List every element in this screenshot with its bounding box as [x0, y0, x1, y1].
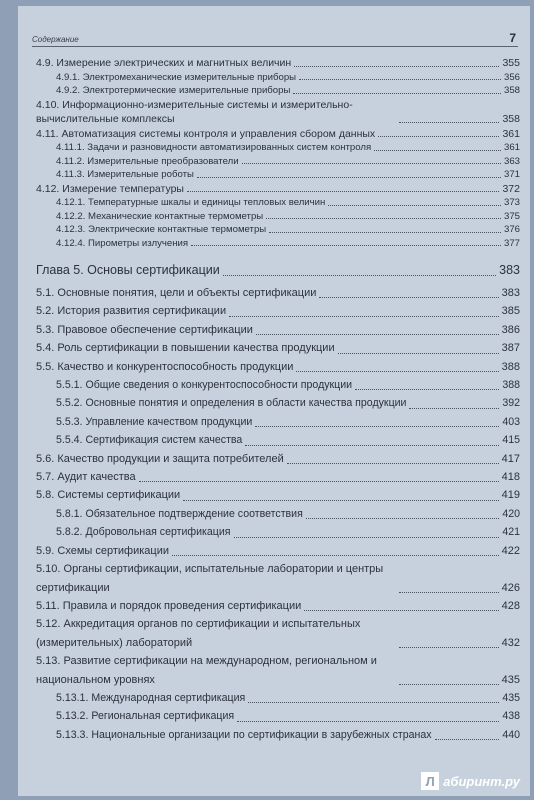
toc-entry-page: 403 — [502, 415, 520, 428]
toc-entry-title: 5.5.1. Общие сведения о конкурентоспособности продукции — [56, 379, 353, 392]
dot-leader — [306, 518, 499, 519]
toc-entry — [36, 523, 520, 541]
dot-leader — [409, 408, 499, 409]
toc-entry-title: 5.11. Правила и порядок проведения сертификации — [36, 599, 302, 612]
toc-entry — [36, 468, 520, 486]
toc-entry-title: 5.2. История развития сертификации — [36, 305, 227, 318]
toc-entry-page: 358 — [502, 113, 520, 125]
toc-entry — [36, 431, 520, 449]
toc-entry — [36, 413, 520, 431]
toc-entry-page: 435 — [502, 691, 520, 704]
toc-entry-title: 5.6. Качество продукции и защита потребителей — [36, 452, 284, 465]
toc-entry-page: 388 — [502, 379, 520, 392]
toc-entry-title: 5.7. Аудит качества — [36, 471, 136, 484]
toc-entry-page: 356 — [503, 71, 520, 83]
toc-entry-title: 5.10. Органы сертификации, испытательные лаборатории и центры сертификации — [36, 563, 384, 594]
dot-leader — [378, 136, 499, 137]
watermark-logo — [421, 772, 520, 790]
toc-entry-title: 5.9. Схемы сертификации — [36, 544, 169, 557]
toc-entry-page: 385 — [501, 305, 520, 318]
toc-entry-page: 361 — [502, 127, 520, 140]
toc-entry-page: 417 — [501, 452, 520, 465]
dot-leader — [287, 463, 499, 464]
toc-entry-page: 422 — [501, 544, 520, 557]
toc-entry-page: 372 — [502, 182, 520, 195]
dot-leader — [294, 66, 499, 67]
toc-entry-page: 386 — [501, 323, 520, 336]
toc-entry — [36, 689, 520, 707]
toc-entry-page: 371 — [503, 169, 520, 180]
toc-entry-title: 5.5. Качество и конкурентоспособность продукции — [36, 360, 294, 373]
toc-entry-page: 377 — [503, 237, 520, 249]
toc-entry — [36, 56, 520, 71]
toc-entry-title: 5.8. Системы сертификации — [36, 489, 181, 502]
toc-entry-title: 4.11.1. Задачи и разновидности автоматизированных систем контроля — [56, 142, 372, 153]
dot-leader — [234, 537, 500, 538]
page-header — [32, 28, 518, 47]
dot-leader — [304, 610, 498, 611]
dot-leader — [319, 297, 498, 298]
toc-entry — [36, 615, 520, 652]
page-number: 7 — [509, 31, 516, 45]
toc-entry — [36, 182, 520, 197]
toc-entry — [36, 376, 520, 394]
toc-entry-title: 5.5.3. Управление качеством продукции — [56, 415, 253, 428]
toc-entry — [36, 223, 520, 237]
dot-leader — [269, 232, 501, 233]
toc-entry — [36, 127, 520, 142]
toc-entry — [36, 726, 520, 744]
dot-leader — [328, 205, 501, 206]
running-title: Содержание — [32, 35, 79, 44]
toc-entry-page: 383 — [499, 263, 520, 277]
toc-entry — [36, 652, 520, 689]
dot-leader — [399, 647, 499, 648]
toc-entry — [36, 707, 520, 725]
toc-entry-page: 361 — [503, 142, 520, 153]
book-page — [18, 6, 530, 796]
toc-entry-page: 432 — [501, 636, 520, 649]
toc-entry-title: 5.13. Развитие сертификации на международном, региональном и национальном уровнях — [36, 655, 377, 686]
toc-entry-page: 438 — [502, 710, 520, 723]
toc-entry-title: 5.1. Основные понятия, цели и объекты сертификации — [36, 287, 317, 299]
dot-leader — [256, 334, 499, 335]
toc-entry-page: 355 — [502, 57, 520, 69]
toc-entry-page: 420 — [502, 507, 520, 520]
dot-leader — [187, 191, 500, 192]
watermark-text: абиринт.ру — [443, 773, 520, 789]
toc-entry-title: 4.10. Информационно-измерительные системы и измерительно-вычислительные комплексы — [36, 98, 353, 125]
dot-leader — [237, 721, 499, 722]
toc-entry-title: 4.12.1. Температурные шкалы и единицы тепловых величин — [56, 197, 326, 208]
toc-entry-title: 4.9.1. Электромеханические измерительные приборы — [56, 71, 297, 83]
toc-entry — [36, 358, 520, 376]
toc-entry-title: 4.11. Автоматизация системы контроля и управления сбором данных — [36, 127, 376, 140]
dot-leader — [191, 245, 501, 246]
toc-entry-title: 5.5.2. Основные понятия и определения в области качества продукции — [56, 397, 407, 410]
toc-entry-title: 5.8.2. Добровольная сертификация — [56, 526, 231, 539]
toc-entry — [36, 505, 520, 523]
toc-entry-title: 5.13.3. Национальные организации по сертификации в зарубежных странах — [56, 728, 432, 741]
toc-entry — [36, 196, 520, 210]
dot-leader — [172, 555, 499, 556]
dot-leader — [299, 79, 501, 80]
labirint-logo-icon: Л — [421, 772, 439, 790]
toc-entry-title: 5.4. Роль сертификации в повышении качества продукции — [36, 342, 335, 355]
dot-leader — [399, 684, 499, 685]
dot-leader — [374, 150, 501, 151]
toc-entry-title: 4.11.2. Измерительные преобразователи — [56, 155, 239, 167]
toc-entry-title: 4.12.4. Пирометры излучения — [56, 237, 189, 249]
toc-entry-title: 4.12.3. Электрические контактные термометры — [56, 224, 267, 235]
dot-leader — [435, 739, 500, 740]
toc-entry — [36, 394, 520, 412]
dot-leader — [223, 275, 496, 276]
dot-leader — [229, 316, 499, 317]
toc-entry-page: 415 — [502, 434, 520, 447]
table-of-contents — [36, 56, 520, 744]
dot-leader — [197, 177, 501, 178]
toc-entry-page: 428 — [501, 599, 520, 612]
toc-entry-title: 5.13.2. Региональная сертификация — [56, 710, 235, 723]
toc-entry — [36, 71, 520, 85]
toc-entry-title: 5.5.4. Сертификация систем качества — [56, 434, 243, 447]
toc-entry — [36, 141, 520, 155]
toc-chapter — [36, 260, 520, 280]
dot-leader — [399, 122, 499, 123]
dot-leader — [266, 218, 501, 219]
toc-entry-title: 5.8.1. Обязательное подтверждение соответствия — [56, 507, 303, 520]
dot-leader — [338, 353, 499, 354]
dot-leader — [399, 592, 499, 593]
toc-entry — [36, 321, 520, 339]
toc-entry-title: 4.12.2. Механические контактные термометры — [56, 210, 264, 222]
toc-entry — [36, 597, 520, 615]
toc-entry — [36, 339, 520, 357]
toc-entry — [36, 155, 520, 169]
toc-entry-title: 4.9. Измерение электрических и магнитных величин — [36, 57, 292, 69]
dot-leader — [248, 702, 499, 703]
toc-entry-title: 5.3. Правовое обеспечение сертификации — [36, 323, 253, 336]
toc-entry-title: 4.9.2. Электротермические измерительные приборы — [56, 85, 291, 96]
toc-entry-page: 376 — [503, 224, 520, 235]
toc-entry-page: 426 — [501, 581, 520, 594]
toc-entry — [36, 98, 520, 127]
toc-entry-page: 383 — [501, 287, 520, 299]
toc-entry — [36, 560, 520, 597]
dot-leader — [255, 426, 499, 427]
toc-entry — [36, 284, 520, 302]
toc-entry-page: 373 — [503, 197, 520, 208]
toc-entry — [36, 237, 520, 251]
toc-entry-page: 392 — [502, 397, 520, 410]
toc-entry-page: 388 — [501, 360, 520, 373]
toc-entry-title: 5.13.1. Международная сертификация — [56, 691, 246, 704]
dot-leader — [293, 93, 501, 94]
dot-leader — [355, 389, 499, 390]
toc-entry-page: 418 — [501, 471, 520, 484]
toc-entry-page: 440 — [502, 728, 520, 741]
toc-entry-title: 5.12. Аккредитация органов по сертификации и испытательных (измерительных) лабораторий — [36, 618, 361, 649]
toc-entry — [36, 210, 520, 224]
toc-entry-page: 387 — [501, 342, 520, 355]
dot-leader — [296, 371, 498, 372]
toc-entry — [36, 168, 520, 182]
toc-entry-page: 435 — [501, 673, 520, 686]
toc-entry — [36, 84, 520, 98]
dot-leader — [242, 163, 501, 164]
dot-leader — [245, 445, 499, 446]
toc-entry — [36, 486, 520, 504]
toc-entry-title: 4.12. Измерение температуры — [36, 182, 184, 195]
toc-entry-page: 363 — [503, 155, 520, 167]
toc-entry — [36, 542, 520, 560]
toc-entry-title: Глава 5. Основы сертификации — [36, 263, 220, 277]
toc-entry — [36, 450, 520, 468]
dot-leader — [183, 500, 498, 501]
toc-entry-page: 421 — [502, 526, 520, 539]
dot-leader — [139, 481, 499, 482]
toc-entry-page: 375 — [503, 210, 520, 222]
toc-entry-page: 358 — [503, 85, 520, 96]
toc-entry-title: 4.11.3. Измерительные роботы — [56, 169, 194, 180]
toc-entry-page: 419 — [501, 489, 520, 502]
toc-entry — [36, 302, 520, 320]
